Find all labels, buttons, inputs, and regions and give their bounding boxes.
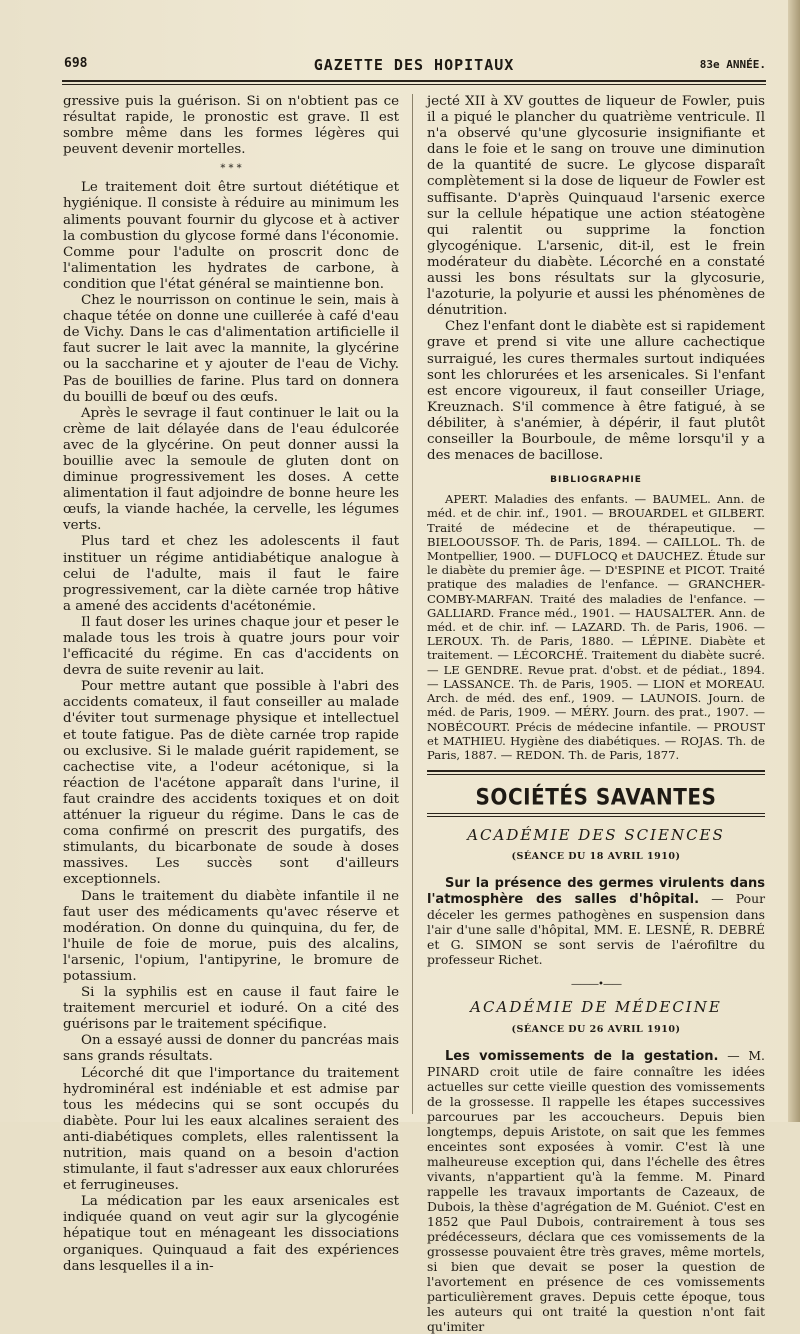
header-rule-thin	[62, 84, 766, 85]
paragraph: Il faut doser les urines chaque jour et peser le malade tous les trois à quatre jours pour voir l'efficacité du régime. En cas d'accidents on devra de suite revenir au lait.	[63, 614, 399, 679]
report-body: — M. PINARD croit utile de faire connaître les idées actuelles sur cette vieille question des vomissements de la grossesse. Il rappelle les étapes successives parcourues par les accoucheurs. Depuis bien longtemps, depuis Aristote, on sait que les femmes enceintes sont exposées à vomir. C'est là une malheureuse exception qui, dans l'échelle des êtres vivants, n'appartient qu'à la femme. M. Pinard rappelle les travaux importants de Cazeaux, de Dubois, la thèse d'agrégation de M. Guéniot. C'est en 1852 que Paul Dubois, contrairement à tous ses prédécesseurs, déclara que ces vomissements de la grossesse pouvaient être très graves, même mortels, si bien que devait se poser la question de l'avortement en présence de ces vomissements particulièrement graves. Depuis cette époque, tous les auteurs qui ont traité la question n'ont fait qu'imiter	[427, 1047, 765, 1334]
paragraph: gressive puis la guérison. Si on n'obtient pas ce résultat rapide, le pronostic est grave. Il est sombre même dans les formes légères qui peuvent devenir mortelles.	[63, 94, 399, 158]
paragraph: Dans le traitement du diabète infantile il ne faut user des médicaments qu'avec réserve et modération. On donne du quinquina, du fer, de l'huile de foie de morue, puis des alcalins, l'arsenic, l'opium, l'antipyrine, le bromure de potassium.	[63, 888, 399, 984]
seance-date: (SÉANCE DU 26 AVRIL 1910)	[511, 1023, 681, 1035]
report-body: — Pour déceler les germes pathogènes en suspension dans l'air d'une salle d'hôpital, MM. E. LESNÉ, R. DEBRÉ et G. SIMON se sont servis de l'aérofiltre du professeur Richet.	[427, 891, 765, 968]
academy-report	[427, 875, 765, 967]
paragraph: Le traitement doit être surtout diététique et hygiénique. Il consiste à réduire au minimum les aliments pouvant fournir du glycose et à activer la combustion du glycose formé dans l'économie. Comme pour l'adulte on proscrit donc de l'alimentation les hydrates de carbone, à condition que l'état général se maintienne bon.	[63, 180, 399, 292]
report-lead: Sur la présence des germes virulents dans l'atmosphère des salles d'hôpital.	[427, 876, 765, 908]
societes-rule	[427, 813, 765, 814]
paragraph: Après le sevrage il faut continuer le lait ou la crème de lait délayée dans de l'eau édulcorée avec de la glycérine. On peut donner aussi la bouillie avec la semoule de gluten dont on diminue progressivement les doses. A cette alimentation il faut adjoindre de bonne heure les œufs, la viande hachée, la cervelle, les légumes verts.	[63, 405, 399, 534]
societes-title: SOCIÉTÉS SAVANTES	[475, 783, 717, 811]
page-edge	[788, 0, 800, 1122]
header-rule	[62, 80, 766, 82]
paragraph: jecté XII à XV gouttes de liqueur de Fowler, puis il a piqué le plancher du quatrième ventricule. Il n'a observé qu'une glycosurie insignifiante et dans le foie et le sang on trouve une diminution de la quantité de sucre. Le glycose disparaît complètement si la dose de liqueur de Fowler est suffisante. D'après Quinquaud l'arsenic exerce sur la cellule hépatique une action stéatogène qui ralentit ou supprime la fonction glycogénique. L'arsenic, dit-il, est le frein modérateur du diabète. Lécorché en a constaté aussi les bons résultats sur la glycosurie, l'azoturie, la polyurie et aussi les phénomènes de dénutrition.	[427, 94, 765, 319]
report-lead: Les vomissements de la gestation.	[445, 1048, 719, 1064]
academy-sciences-section	[427, 827, 765, 967]
seance-date: (SÉANCE DU 18 AVRIL 1910)	[511, 851, 681, 863]
paragraph: Chez l'enfant dont le diabète est si rapidement grave et prend si vite une allure cachectique surraigué, les cures thermales surtout indiquées sont les chlorurées et les arsenicales. Si l'enfant est encore vigoureux, il faut conseiller Uriage, Kreuznach. S'il commence à être fatigué, à se débiliter, à s'anémier, à dépérir, il faut plutôt conseiller la Bourboule, de même lorsqu'il y a des menaces de bacillose.	[427, 319, 765, 464]
paragraph: Chez le nourrisson on continue le sein, mais à chaque tétée on donne une cuillerée à café d'eau de Vichy. Dans le cas d'alimentation artificielle il faut sucrer le lait avec la mannite, la glycérine ou la saccharine et y ajouter de l'eau de Vichy. Pas de bouillies de farine. Plus tard on donnera du bouilli de bœuf ou des œufs.	[63, 293, 399, 405]
academy-report	[427, 1048, 765, 1334]
page-number: 698	[64, 56, 88, 71]
paragraph: Si la syphilis est en cause il faut faire le traitement mercuriel et ioduré. On a cité des guérisons par le traitement spécifique.	[63, 985, 399, 1033]
section-stars: * * *	[220, 163, 242, 175]
paragraph: Pour mettre autant que possible à l'abri des accidents comateux, il faut conseiller au malade d'éviter tout surmenage physique et intellectuel et toute fatigue. Pas de diète carnée trop rapide ou exclusive. Si le malade guérit rapidement, se cachectise vite, a l'odeur acétonique, si la réaction de l'acétone apparaît dans l'urine, il faut craindre des accidents toxiques et on doit atténuer la rigueur du régime. Dans le cas de coma confirmé on prescrit des purgatifs, des stimulants, du bicarbonate de soude à doses massives. Les succès sont d'ailleurs exceptionnels.	[63, 679, 399, 888]
paragraph: Plus tard et chez les adolescents il faut instituer un régime antidiabétique analogue à celui de l'adulte, mais il faut le faire progressivement, car la diète carnée trop hâtive a amené des accidents d'acétonémie.	[63, 534, 399, 614]
academy-name: ACADÉMIE DES SCIENCES	[467, 826, 725, 845]
academy-name: ACADÉMIE DE MÉDECINE	[470, 998, 722, 1017]
left-column	[63, 94, 399, 1275]
column-divider	[412, 94, 413, 1114]
right-column	[427, 94, 765, 1334]
section-rule-thin	[427, 774, 765, 775]
paragraph: La médication par les eaux arsenicales est indiquée quand on veut agir sur la glycogénie hépatique tout en ménageant les dissociations organiques. Quinquaud a fait des expériences dans lesquelles il a in-	[63, 1194, 399, 1274]
paragraph: Lécorché dit que l'importance du traitement hydrominéral est indéniable et est admise par tous les médecins qui se sont occupés du diabète. Pour lui les eaux alcalines seraient des anti-diabétiques complets, elles ralentissent la nutrition, mais quand on a besoin d'action stimulante, il faut s'adresser aux eaux chlorurées et ferrugineuses.	[63, 1065, 399, 1194]
paragraph: On a essayé aussi de donner du pancréas mais sans grands résultats.	[63, 1033, 399, 1065]
societes-rule-thin	[427, 816, 765, 817]
section-rule	[427, 770, 765, 772]
bibliography-text: APERT. Maladies des enfants. — BAUMEL. Ann. de méd. et de chir. inf., 1901. — BROUARDEL et GILBERT. Traité de médecine et de thérapeutique. — BIELOOUSSOF. Th. de Paris, 1894. — CAILLOL. Th. de Montpellier, 1900. — DUFLOCQ et DAUCHEZ. Étude sur le diabète du premier âge. — D'ESPINE et PICOT. Traité pratique des maladies de l'enfance. — GRANCHER-COMBY-MARFAN. Traité des maladies de l'enfance. — GALLIARD. France méd., 1901. — HAUSALTER. Ann. de méd. et de chir. inf. — LAZARD. Th. de Paris, 1906. — LEROUX. Th. de Paris, 1880. — LÉPINE. Diabète et traitement. — LÉCORCHÉ. Traitement du diabète sucré. — LE GENDRE. Revue prat. d'obst. et de pédiat., 1894. — LASSANCE. Th. de Paris, 1905. — LION et MOREAU. Arch. de méd. des enf., 1909. — LAUNOIS. Journ. de méd. de Paris, 1909. — MÉRY. Journ. des prat., 1907. — NOBÉCOURT. Précis de médecine infantile. — PROUST et MATHIEU. Hygiène des diabétiques. — ROJAS. Th. de Paris, 1887. — REDON. Th. de Paris, 1877.	[427, 492, 765, 762]
academy-medecine-section	[427, 999, 765, 1333]
journal-year: 83e ANNÉE.	[699, 58, 766, 71]
page-header	[62, 56, 766, 78]
separator-ornament: ———•——	[571, 979, 621, 991]
journal-title: GAZETTE DES HOPITAUX	[313, 56, 515, 74]
bibliography-heading: BIBLIOGRAPHIE	[550, 475, 642, 486]
right-column-paragraphs	[427, 94, 765, 464]
